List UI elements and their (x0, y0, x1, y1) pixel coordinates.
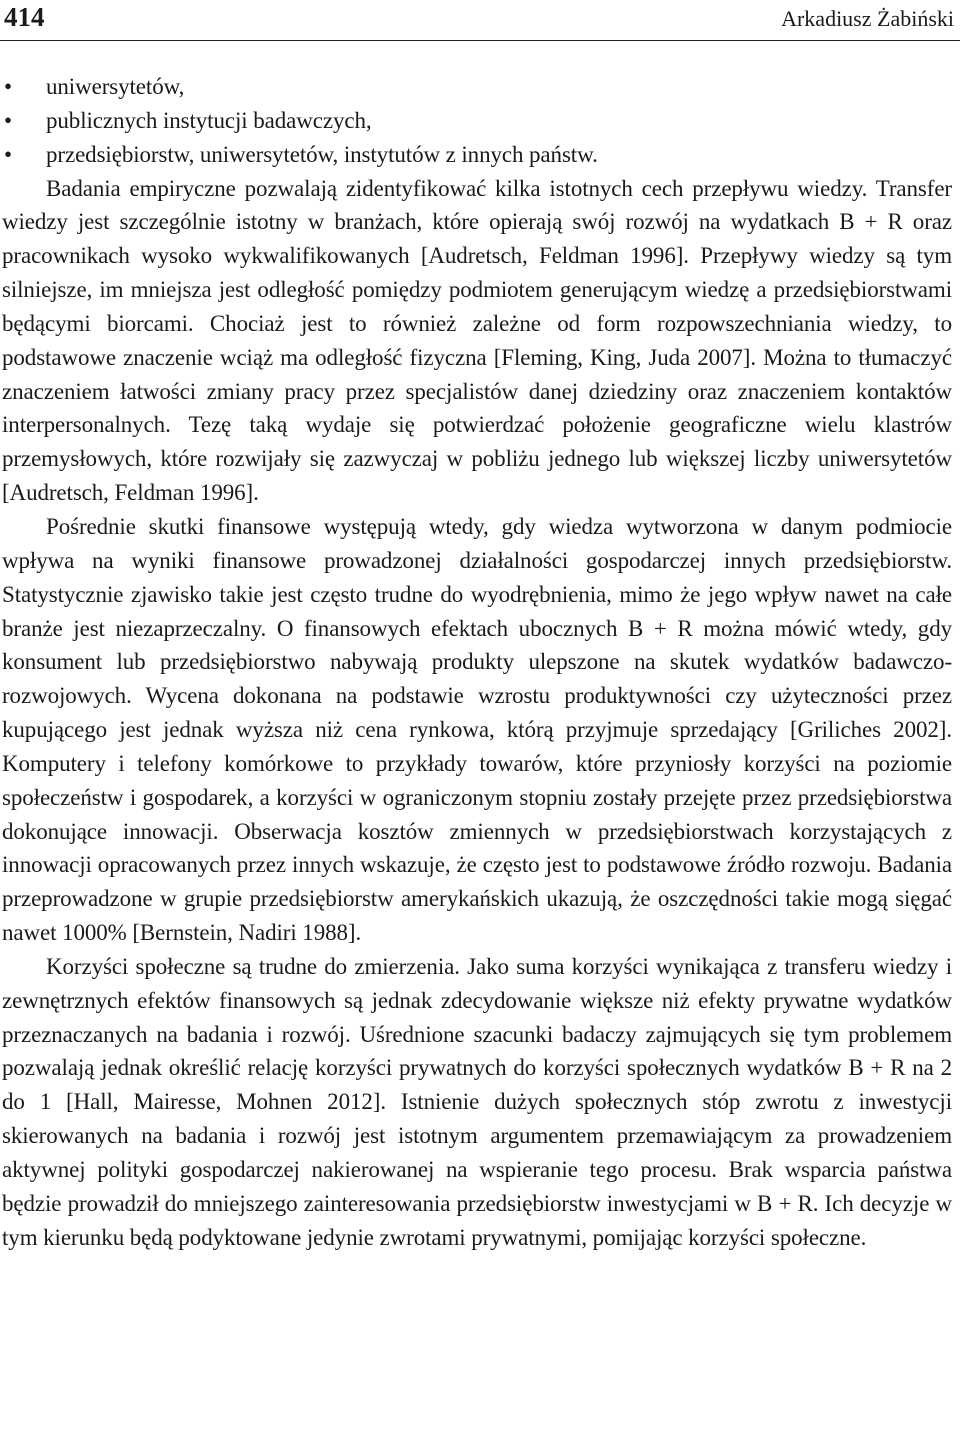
paragraph-social-benefits: Korzyści społeczne są trudne do zmierzenia. Jako suma korzyści wynikająca z transferu wiedzy i zewnętrznych efektów finansowych są jednak zdecydowanie większe niż efekty prywatne wydatków przeznaczanych na badania i rozwój. Uśrednione szacunki badaczy zajmujących się tym problemem pozwalają jednak określić relację korzyści prywatnych do korzyści społecznych wydatków B + R na 2 do 1 [Hall, Mairesse, Mohnen 2012]. Istnienie dużych społecznych stóp zwrotu z inwestycji skierowanych na badania i rozwój jest istotnym argumentem przemawiającym za prowadzeniem aktywnej polityki gospodarczej nakierowanej na wspieranie tego procesu. Brak wsparcia państwa będzie prowadził do mniejszego zainteresowania przedsiębiorstw inwestycjami w B + R. Ich decyzje w tym kierunku będą podyktowane jedynie zwrotami prywatnymi, pomijając korzyści społeczne. (2, 953, 952, 1250)
author-running-head: Arkadiusz Żabiński (781, 6, 954, 31)
bullet-icon: • (4, 107, 12, 133)
list-item (2, 104, 952, 138)
list-item (2, 138, 952, 172)
paragraph-indirect-financial-effects: Pośrednie skutki finansowe występują wtedy, gdy wiedza wytworzona w danym podmiocie wpływa na wyniki finansowe prowadzonej działalności gospodarczej innych przedsiębiorstw. Statystycznie zjawisko takie jest często trudne do wyodrębnienia, mimo że jego wpływ nawet na całe branże jest niezaprzeczalny. O finansowych efektach ubocznych B + R można mówić wtedy, gdy konsument lub przedsiębiorstwo nabywają produkty ulepszone na skutek wydatków badawczo-rozwojowych. Wycena dokonana na podstawie wzrostu produktywności czy użyteczności przez kupującego jest jednak wyższa niż cena rynkowa, którą przyjmuje sprzedający [Griliches 2002]. Komputery i telefony komórkowe to przykłady towarów, które przyniosły korzyści na poziomie społeczeństw i gospodarek, a korzyści w ograniczonym stopniu zostały przejęte przez przedsiębiorstwa dokonujące innowacji. Obserwacja kosztów zmiennych w przedsiębiorstwach korzystających z innowacji opracowanych przez innych wskazuje, że często jest to podstawowe źródło rozwoju. Badania przeprowadzone w grupie przedsiębiorstw amerykańskich ukazują, że oszczędności takie mogą sięgać nawet 1000% [Bernstein, Nadiri 1988]. (2, 513, 952, 946)
paragraph-knowledge-transfer: Badania empiryczne pozwalają zidentyfikować kilka istotnych cech przepływu wiedzy. Transfer wiedzy jest szczególnie istotny w branżach, które opierają swój rozwój na wydatkach B + R oraz pracownikach wysoko wykwalifikowanych [Audretsch, Feldman 1996]. Przepływy wiedzy są tym silniejsze, im mniejsza jest odległość pomiędzy podmiotem generującym wiedzę a przedsiębiorstwami będącymi biorcami. Chociaż jest to również zależne od form rozpowszechniania wiedzy, to podstawowe znaczenie wciąż ma odległość fizyczna [Fleming, King, Juda 2007]. Można to tłumaczyć znaczeniem łatwości zmiany pracy przez specjalistów danej dziedziny oraz znaczeniem kontaktów interpersonalnych. Tezę taką wydaje się potwierdzać położenie geograficzne wielu klastrów przemysłowych, które rozwijały się zazwyczaj w pobliżu jednego lub większej liczby uniwersytetów [Audretsch, Feldman 1996]. (2, 175, 952, 506)
page-number: 414 (4, 2, 45, 32)
bullet-icon: • (4, 74, 12, 99)
list-item-text: publicznych instytucji badawczych, (46, 107, 372, 133)
bullet-icon: • (4, 141, 12, 167)
list-item (2, 70, 952, 104)
running-header (0, 0, 960, 41)
list-item-text: uniwersytetów, (46, 74, 185, 99)
list-item-text: przedsiębiorstw, uniwersytetów, instytutów z innych państw. (46, 141, 598, 167)
bullet-list (2, 70, 952, 172)
body-text (2, 70, 952, 1255)
